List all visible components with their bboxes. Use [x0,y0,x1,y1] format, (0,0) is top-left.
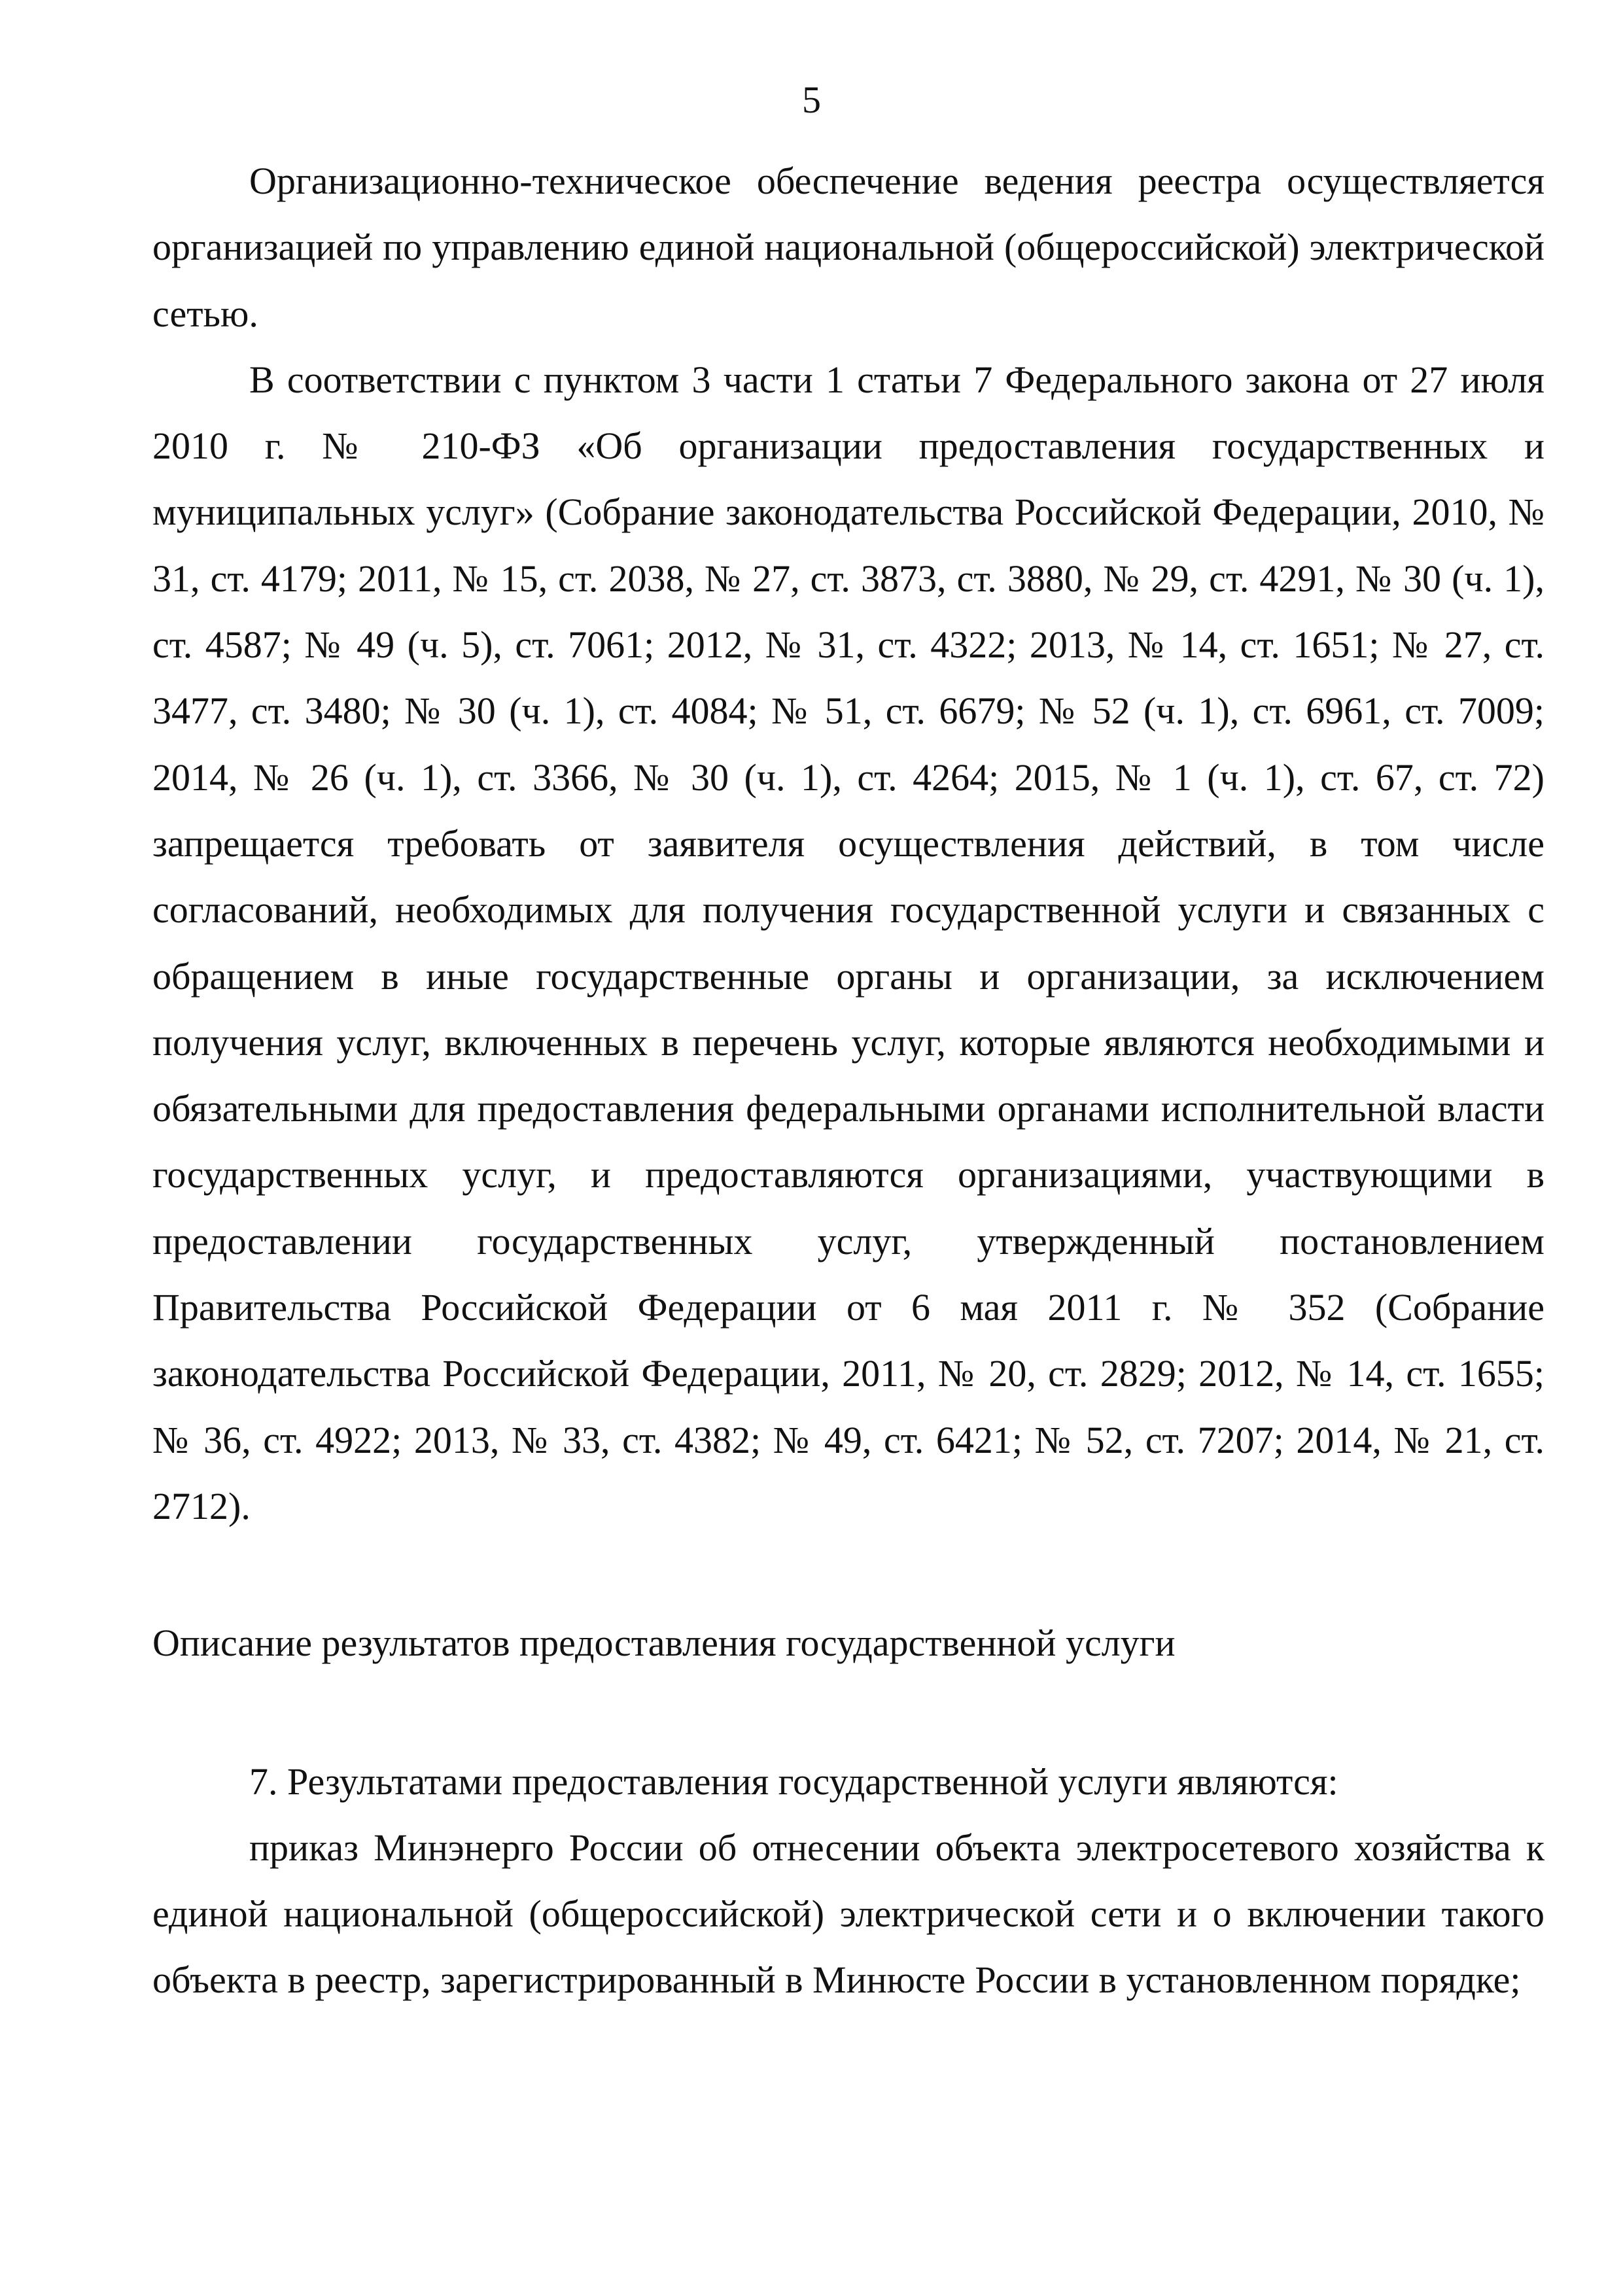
page-number: 5 [802,78,821,121]
paragraph-registry-support: Организационно-техническое обеспечение ведения реестра осуществляется организацией по управлению единой национальной (общероссийской) электрической сетью. [152,160,1544,335]
paragraph-ministry-order: приказ Минэнерго России об отнесении объекта электросетевого хозяйства к единой национальной (общероссийской) электрической сети и о включении такого объекта в реестр, зарегистрированный в Минюсте России в установленном порядке; [152,1826,1544,2002]
paragraph-federal-law-reference: В соответствии с пунктом 3 части 1 статьи 7 Федерального закона от 27 июля 2010 г. № 210-ФЗ «Об организации предоставления государственных и муниципальных услуг» (Собрание законодательства Российской Федерации, 2010, № 31, ст. 4179; 2011, № 15, ст. 2038, № 27, ст. 3873, ст. 3880, № 29, ст. 4291, № 30 (ч. 1), ст. 4587; № 49 (ч. 5), ст. 7061; 2012, № 31, ст. 4322; 2013, № 14, ст. 1651; № 27, ст. 3477, ст. 3480; № 30 (ч. 1), ст. 4084; № 51, ст. 6679; № 52 (ч. 1), ст. 6961, ст. 7009; 2014, № 26 (ч. 1), ст. 3366, № 30 (ч. 1), ст. 4264; 2015, № 1 (ч. 1), ст. 67, ст. 72) запрещается требовать от заявителя осуществления действий, в том числе согласований, необходимых для получения государственной услуги и связанных с обращением в иные государственные органы и организации, за исключением получения услуг, включенных в перечень услуг, которые являются необходимыми и обязательными для предоставления федеральными органами исполнительной власти государственных услуг, и предоставляются организациями, участвующими в предоставлении государственных услуг, утвержденный постановлением Правительства Российской Федерации от 6 мая 2011 г. № 352 (Собрание законодательства Российской Федерации, 2011, № 20, ст. 2829; 2012, № 14, ст. 1655; № 36, ст. 4922; 2013, № 33, ст. 4382; № 49, ст. 6421; № 52, ст. 7207; 2014, № 21, ст. 2712). [152,358,1544,1527]
section-heading: Описание результатов предоставления государственной услуги [152,1622,1176,1665]
document-body [152,148,1544,2013]
paragraph-results-intro: 7. Результатами предоставления государственной услуги являются: [249,1760,1338,1803]
